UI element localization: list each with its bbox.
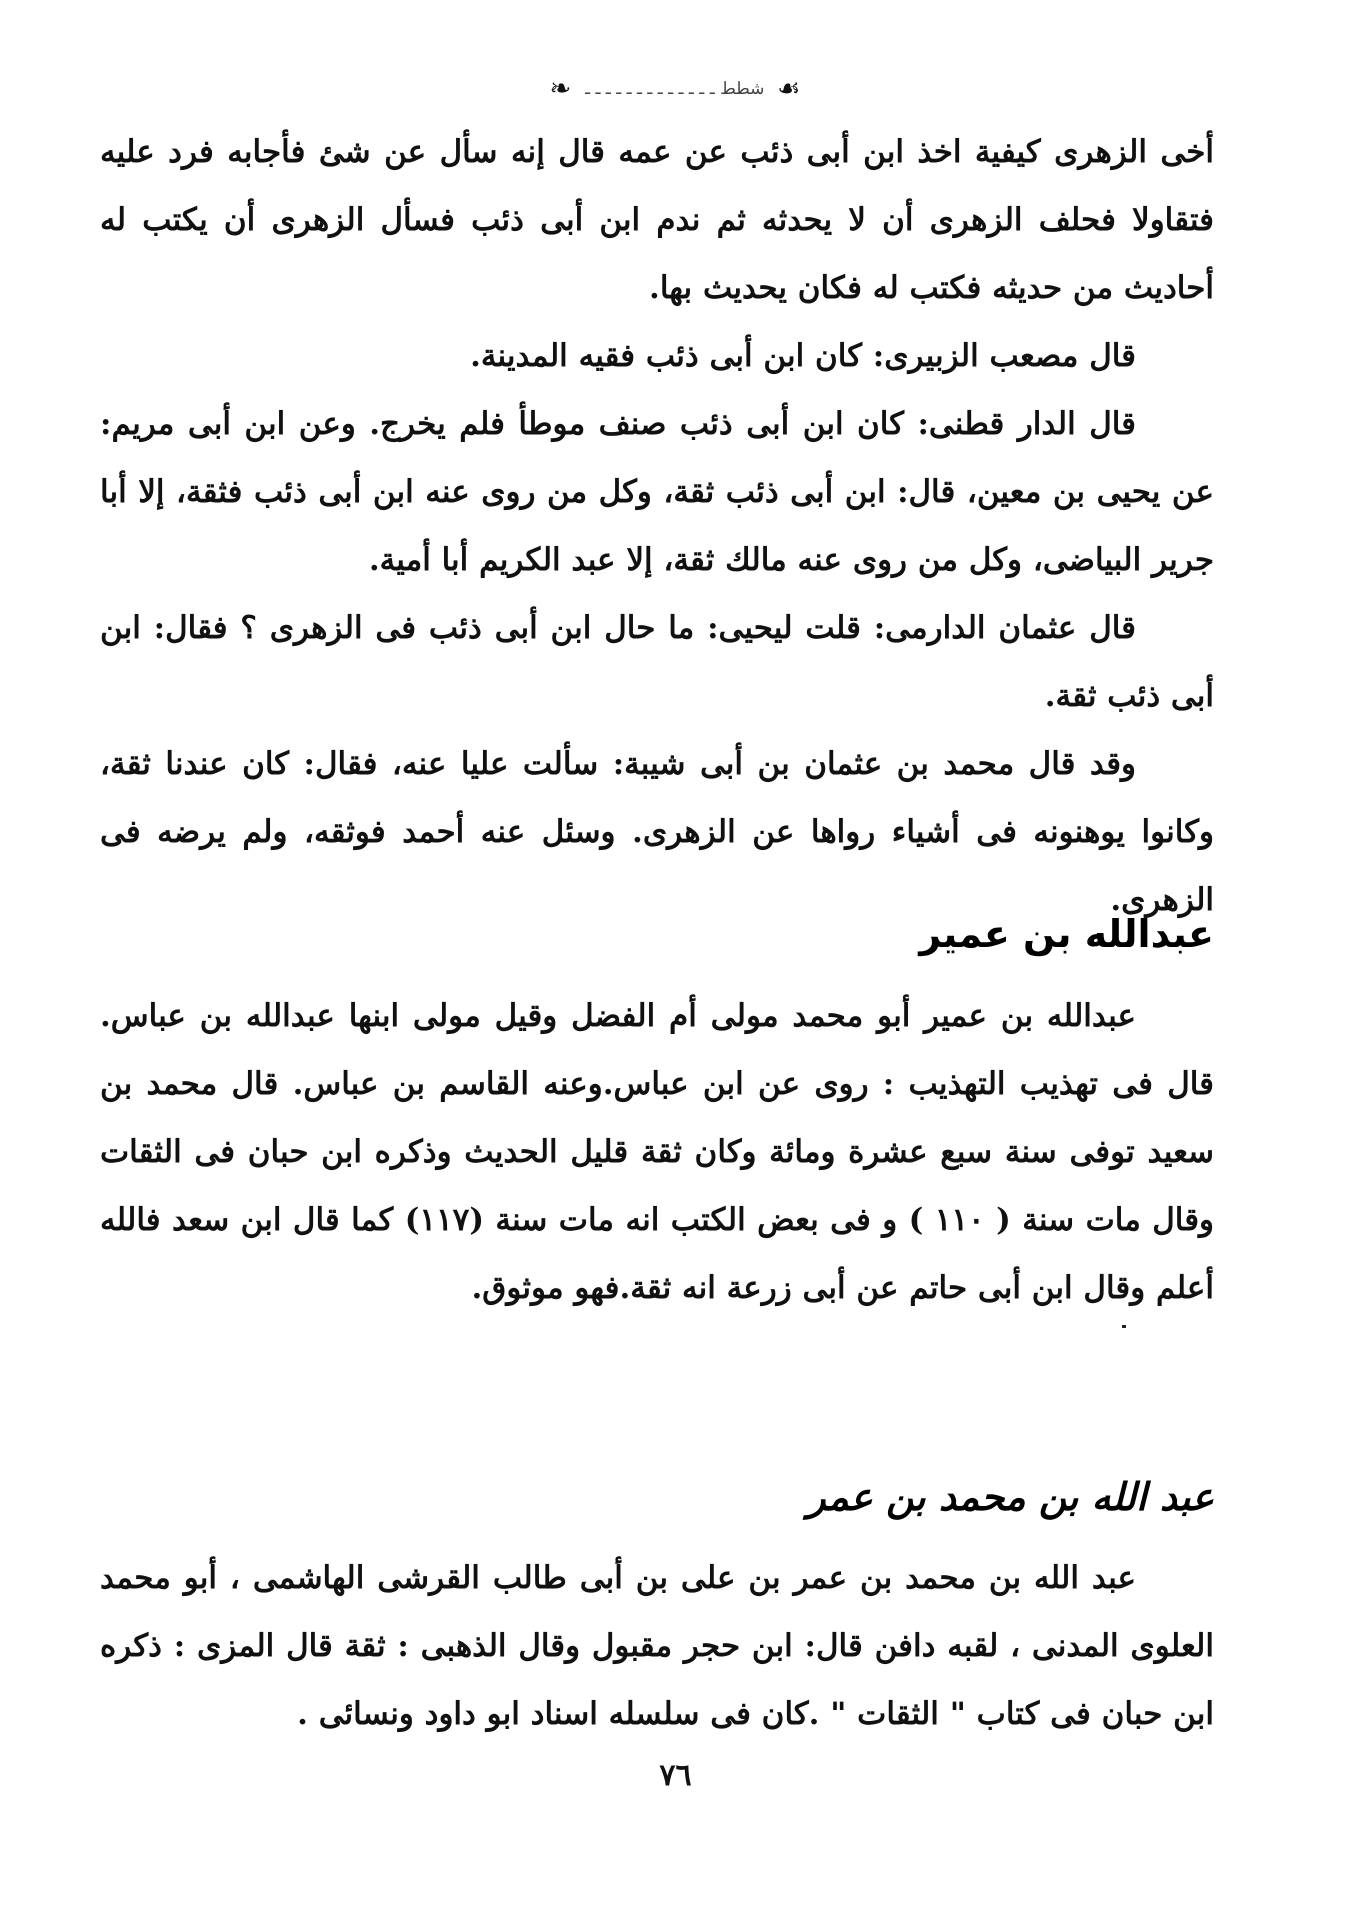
page-number: ٧٦ (659, 1758, 692, 1793)
text-block-2 (100, 982, 1214, 1322)
running-header-title: شطط ـ ـ ـ ـ ـ ـ ـ ـ ـ ـ ـ ـ ـ (585, 79, 765, 99)
running-header (0, 74, 1351, 104)
paragraph: أخى الزهرى كيفية اخذ ابن أبى ذئب عن عمه قال إنه سأل عن شئ فأجابه فرد عليه فتقاولا فحلف الزهرى أن لا يحدثه ثم ندم ابن أبى ذئب فسأل الزهرى أن يكتب له أحاديث من حديثه فكتب له فكان يحديث بها. (100, 134, 1214, 306)
paragraph: عبدالله بن عمير أبو محمد مولى أم الفضل وقيل مولى ابنها عبدالله بن عباس. قال فى تهذيب التهذيب : روى عن ابن عباس.وعنه القاسم بن عباس. قال محمد بن سعيد توفى سنة سبع عشرة ومائة وكان ثقة قليل الحديث وذكره ابن حبان فى الثقات وقال مات سنة ( ١١٠ ) و فى بعض الكتب انه مات سنة (١١٧) كما قال ابن سعد فالله أعلم وقال ابن أبى حاتم عن أبى زرعة انه ثقة.فهو موثوق. (100, 998, 1214, 1306)
section-title-abdullah-ibn-muhammad-ibn-umar: عبد الله بن محمد بن عمر (807, 1475, 1214, 1519)
text-block-1 (100, 118, 1214, 934)
section-title-abdullah-ibn-umayr: عبدالله بن عمير (919, 912, 1214, 956)
paragraph: وقد قال محمد بن عثمان بن أبى شيبة: سألت عليا عنه، فقال: كان عندنا ثقة، وكانوا يوهنونه فى أشياء رواها عن الزهرى. وسئل عنه أحمد فوثقه، ولم يرضه فى الزهرى. (100, 746, 1214, 918)
paragraph: قال عثمان الدارمى: قلت ليحيى: ما حال ابن أبى ذئب فى الزهرى ؟ فقال: ابن أبى ذئب ثقة. (100, 610, 1214, 714)
paragraph: قال الدار قطنى: كان ابن أبى ذئب صنف موطأ فلم يخرج. وعن ابن أبى مريم: عن يحيى بن معين، قال: ابن أبى ذئب ثقة، وكل من روى عنه ابن أبى ذئب فثقة، إلا أبا جرير البياضى، وكل من روى عنه مالك ثقة، إلا عبد الكريم أبا أمية. (100, 406, 1214, 578)
paragraph: عبد الله بن محمد بن عمر بن على بن أبى طالب القرشى الهاشمى ، أبو محمد العلوى المدنى ، لقبه دافن قال: ابن حجر مقبول وقال الذهبى : ثقة قال المزى : ذكره ابن حبان فى كتاب " الثقات " .كان فى سلسله اسناد ابو داود ونسائى . (100, 1560, 1214, 1732)
ornament-right-icon: ☙ (777, 74, 802, 104)
ornament-left-icon: ❧ (549, 74, 573, 104)
stray-mark (1122, 1325, 1126, 1328)
paragraph: قال مصعب الزبيرى: كان ابن أبى ذئب فقيه المدينة. (470, 338, 1136, 374)
text-block-3 (100, 1544, 1214, 1748)
